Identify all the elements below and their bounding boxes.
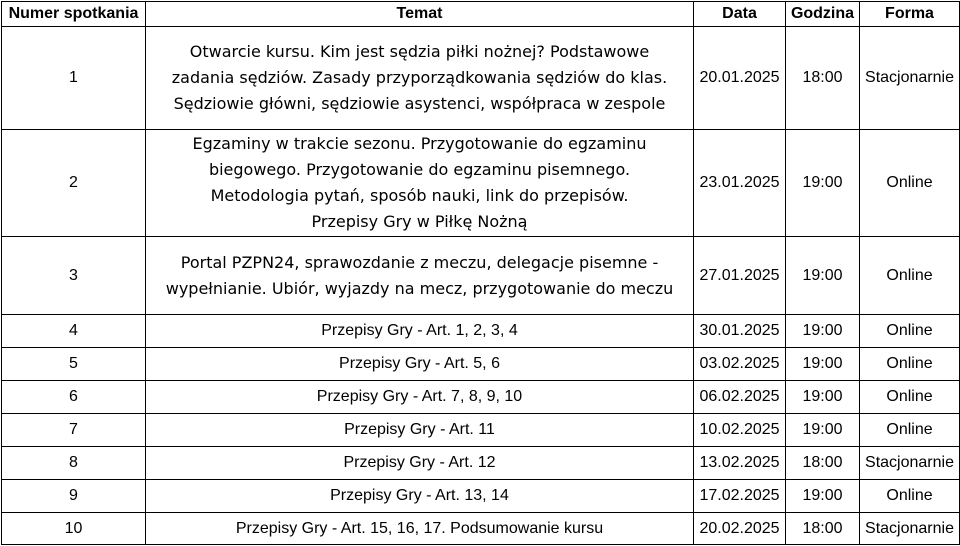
meeting-date: 06.02.2025 <box>694 381 786 414</box>
meeting-date: 23.01.2025 <box>694 130 786 237</box>
meeting-number: 9 <box>2 480 146 513</box>
topic-line: Otwarcie kursu. Kim jest sędzia piłki nożnej? Podstawowe <box>189 42 650 61</box>
topic-line: Metodologia pytań, sposób nauki, link do przepisów. <box>210 186 629 205</box>
meeting-form: Online <box>860 480 960 513</box>
header-time: Godzina <box>786 2 860 27</box>
schedule-table <box>1 1 960 545</box>
table-row <box>2 381 960 414</box>
table-row <box>2 414 960 447</box>
meeting-date: 30.01.2025 <box>694 315 786 348</box>
meeting-form: Online <box>860 381 960 414</box>
table-row <box>2 348 960 381</box>
topic-line: Portal PZPN24, sprawozdanie z meczu, delegacje pisemne - <box>180 252 659 272</box>
meeting-form: Stacjonarnie <box>860 447 960 480</box>
meeting-form: Online <box>860 414 960 447</box>
meeting-time: 19:00 <box>786 480 860 513</box>
meeting-number: 6 <box>2 381 146 414</box>
meeting-number: 10 <box>2 513 146 545</box>
header-row <box>2 2 960 27</box>
meeting-form: Stacjonarnie <box>860 27 960 130</box>
meeting-time: 18:00 <box>786 447 860 480</box>
meeting-topic: Przepisy Gry - Art. 15, 16, 17. Podsumowanie kursu <box>146 513 694 545</box>
meeting-topic: Przepisy Gry - Art. 13, 14 <box>146 480 694 513</box>
topic-line: Sędziowie główni, sędziowie asystenci, współpraca w zespole <box>173 94 666 113</box>
table-row <box>2 447 960 480</box>
meeting-number: 8 <box>2 447 146 480</box>
topic-line: biegowego. Przygotowanie do egzaminu pisemnego. <box>208 160 631 179</box>
meeting-topic <box>146 237 694 315</box>
meeting-time: 19:00 <box>786 348 860 381</box>
meeting-topic: Przepisy Gry - Art. 11 <box>146 414 694 447</box>
table-row <box>2 513 960 545</box>
header-number: Numer spotkania <box>2 2 146 27</box>
meeting-number: 1 <box>2 27 146 130</box>
meeting-date: 20.01.2025 <box>694 27 786 130</box>
meeting-topic <box>146 27 694 130</box>
meeting-topic: Przepisy Gry - Art. 7, 8, 9, 10 <box>146 381 694 414</box>
meeting-form: Stacjonarnie <box>860 513 960 545</box>
header-topic: Temat <box>146 2 694 27</box>
meeting-time: 18:00 <box>786 27 860 130</box>
meeting-number: 4 <box>2 315 146 348</box>
meeting-time: 19:00 <box>786 315 860 348</box>
meeting-number: 3 <box>2 237 146 315</box>
meeting-topic: Przepisy Gry - Art. 12 <box>146 447 694 480</box>
meeting-form: Online <box>860 130 960 237</box>
meeting-topic: Przepisy Gry - Art. 5, 6 <box>146 348 694 381</box>
meeting-time: 19:00 <box>786 130 860 237</box>
table-row <box>2 480 960 513</box>
meeting-date: 13.02.2025 <box>694 447 786 480</box>
meeting-topic: Przepisy Gry - Art. 1, 2, 3, 4 <box>146 315 694 348</box>
meeting-number: 2 <box>2 130 146 237</box>
meeting-form: Online <box>860 348 960 381</box>
topic-line: Przepisy Gry w Piłkę Nożną <box>311 212 528 231</box>
meeting-date: 17.02.2025 <box>694 480 786 513</box>
table-row <box>2 315 960 348</box>
meeting-time: 18:00 <box>786 513 860 545</box>
meeting-time: 19:00 <box>786 381 860 414</box>
header-form: Forma <box>860 2 960 27</box>
meeting-topic <box>146 130 694 237</box>
topic-line: wypełnianie. Ubiór, wyjazdy na mecz, przygotowanie do meczu <box>165 278 674 298</box>
table-row <box>2 130 960 237</box>
table-row <box>2 27 960 130</box>
meeting-time: 19:00 <box>786 237 860 315</box>
meeting-form: Online <box>860 315 960 348</box>
meeting-date: 03.02.2025 <box>694 348 786 381</box>
topic-line: zadania sędziów. Zasady przyporządkowania sędziów do klas. <box>171 68 668 87</box>
header-date: Data <box>694 2 786 27</box>
meeting-form: Online <box>860 237 960 315</box>
meeting-number: 5 <box>2 348 146 381</box>
meeting-time: 19:00 <box>786 414 860 447</box>
meeting-number: 7 <box>2 414 146 447</box>
meeting-date: 10.02.2025 <box>694 414 786 447</box>
topic-line: Egzaminy w trakcie sezonu. Przygotowanie do egzaminu <box>192 134 647 153</box>
meeting-date: 27.01.2025 <box>694 237 786 315</box>
table-row <box>2 237 960 315</box>
meeting-date: 20.02.2025 <box>694 513 786 545</box>
